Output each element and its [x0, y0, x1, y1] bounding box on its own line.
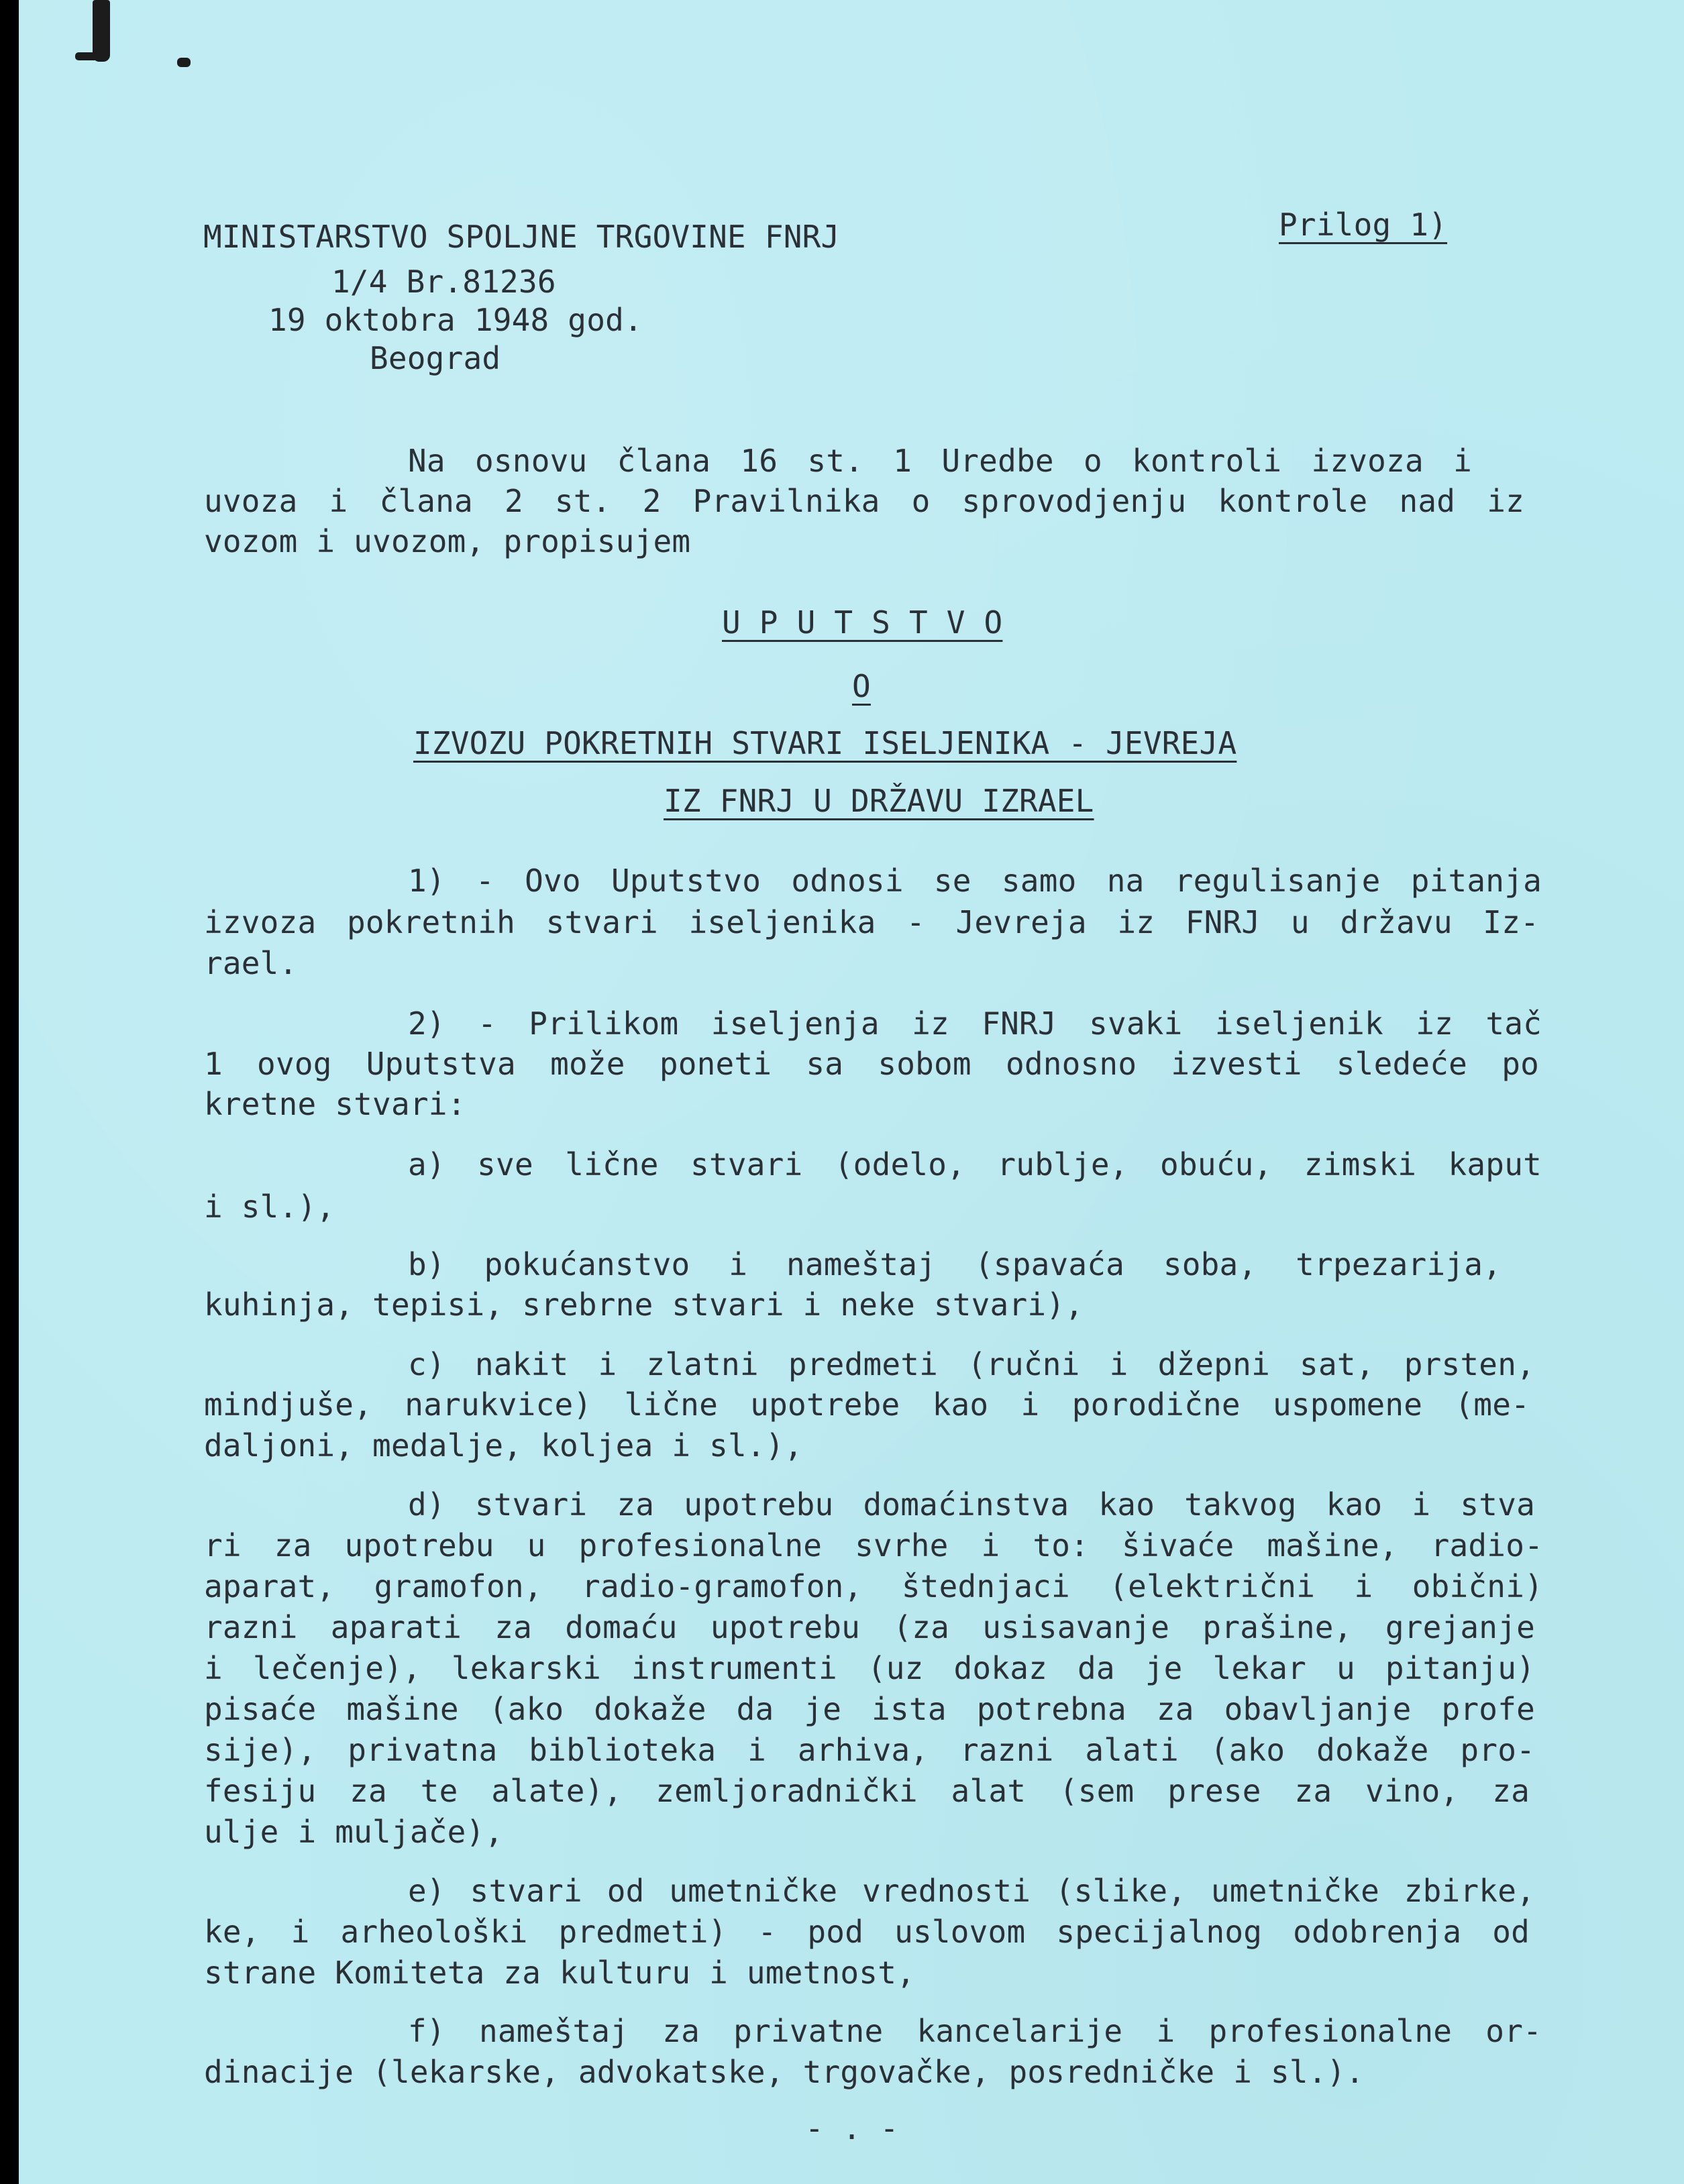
item-e-line-1: e) stvari od umetničke vrednosti (slike, umetničke zbirke,: [408, 1873, 1535, 1909]
item-d-line-9: ulje i muljače),: [204, 1814, 504, 1850]
item-b-line-2: kuhinja, tepisi, srebrne stvari i neke stvari),: [204, 1287, 1084, 1323]
page-continuation-mark: - . -: [805, 2110, 899, 2146]
item-f-line-2: dinacije (lekarske, advokatske, trgovačke, posredničke i sl.).: [204, 2054, 1365, 2090]
section-1-line-2: izvoza pokretnih stvari iseljenika - Jevreja iz FNRJ u državu Iz-: [204, 904, 1539, 940]
item-d-line-2: ri za upotrebu u profesionalne svrhe i to: šivaće mašine, radio-: [204, 1527, 1543, 1564]
item-a-line-2: i sl.),: [204, 1189, 335, 1225]
reference-number: 1/4 Br.81236: [331, 264, 556, 300]
ministry-heading: MINISTARSTVO SPOLJNE TRGOVINE FNRJ: [203, 219, 840, 255]
item-d-line-6: pisaće mašine (ako dokaže da je ista potrebna za obavljanje profe: [204, 1691, 1535, 1727]
item-c-line-2: mindjuše, narukvice) lične upotrebe kao i porodične uspomene (me-: [204, 1386, 1530, 1423]
title-subject-2: IZ FNRJ U DRŽAVU IZRAEL: [664, 783, 1094, 819]
scan-mark-dash: [75, 52, 98, 60]
item-c-line-1: c) nakit i zlatni predmeti (ručni i džepni sat, prsten,: [408, 1346, 1535, 1382]
item-c-line-3: daljoni, medalje, koljea i sl.),: [204, 1427, 803, 1464]
item-d-line-8: fesiju za te alate), zemljoradnički alat (sem prese za vino, za: [204, 1773, 1530, 1809]
section-2-line-1: 2) - Prilikom iseljenja iz FNRJ svaki iseljenik iz tač: [408, 1005, 1542, 1042]
item-e-line-3: strane Komiteta za kulturu i umetnost,: [204, 1955, 915, 1991]
title-uputstvo: U P U T S T V O: [722, 604, 1003, 641]
preamble-line-2: uvoza i člana 2 st. 2 Pravilnika o sprovodjenju kontrole nad iz: [204, 483, 1524, 519]
section-2-line-2: 1 ovog Uputstva može poneti sa sobom odnosno izvesti sledeće po: [204, 1046, 1539, 1082]
item-b-line-1: b) pokućanstvo i nameštaj (spavaća soba, trpezarija,: [408, 1246, 1502, 1282]
scan-mark-dot: [177, 58, 191, 67]
item-a-line-1: a) sve lične stvari (odelo, rublje, obuću, zimski kaput: [408, 1146, 1542, 1183]
document-place: Beograd: [370, 340, 501, 376]
preamble-line-3: vozom i uvozom, propisujem: [204, 523, 691, 559]
section-1-line-1: 1) - Ovo Uputstvo odnosi se samo na regulisanje pitanja: [408, 863, 1542, 899]
item-d-line-5: i lečenje), lekarski instrumenti (uz dokaz da je lekar u pitanju): [204, 1650, 1535, 1686]
title-o: O: [852, 668, 871, 704]
section-1-line-3: rael.: [204, 945, 298, 981]
title-subject-1: IZVOZU POKRETNIH STVARI ISELJENIKA - JEVREJA: [413, 725, 1237, 761]
item-e-line-2: ke, i arheološki predmeti) - pod uslovom specijalnog odobrenja od: [204, 1914, 1530, 1950]
section-2-line-3: kretne stvari:: [204, 1086, 466, 1122]
document-page: [19, 0, 1684, 2184]
item-d-line-1: d) stvari za upotrebu domaćinstva kao takvog kao i stva: [408, 1486, 1535, 1523]
document-date: 19 oktobra 1948 god.: [268, 302, 643, 338]
preamble-line-1: Na osnovu člana 16 st. 1 Uredbe o kontroli izvoza i: [408, 443, 1472, 479]
item-d-line-4: razni aparati za domaću upotrebu (za usisavanje prašine, grejanje: [204, 1609, 1535, 1645]
item-d-line-7: sije), privatna biblioteka i arhiva, razni alati (ako dokaže pro-: [204, 1732, 1535, 1768]
item-f-line-1: f) nameštaj za privatne kancelarije i profesionalne or-: [408, 2013, 1542, 2049]
item-d-line-3: aparat, gramofon, radio-gramofon, štednjaci (električni i obični): [204, 1568, 1543, 1604]
attachment-label: Prilog 1): [1279, 207, 1448, 243]
